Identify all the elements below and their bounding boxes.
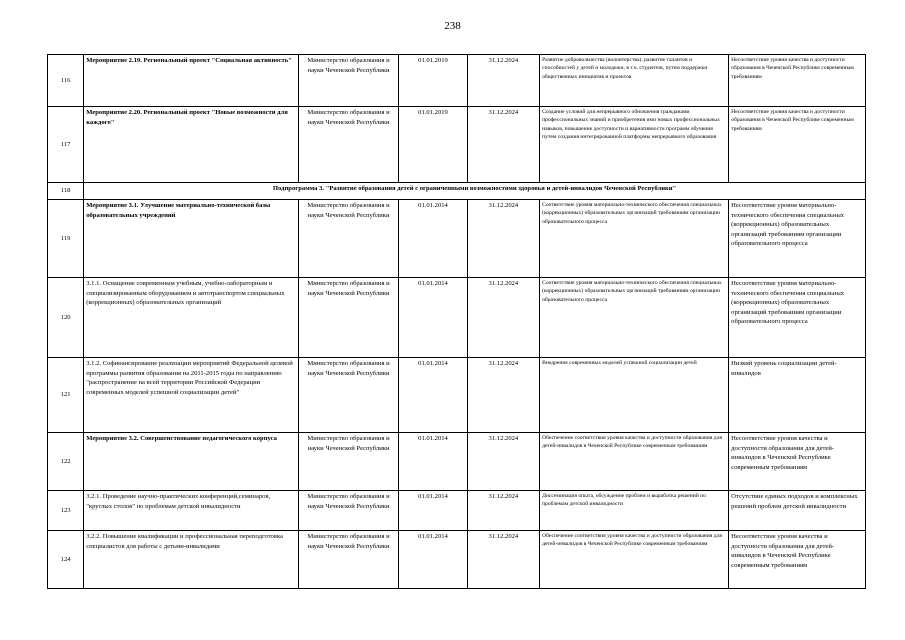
- activity-name: 3.2.1. Проведение научно-практических конференций,семинаров, "круглых столов" по проблемам детской инвалидности: [84, 491, 299, 531]
- row-number: 119: [48, 200, 84, 278]
- row-number: 123: [48, 491, 84, 531]
- consequence: Несоответствие уровня качества и доступности образования для детей-инвалидов в Чеченской Республике современным требованиям: [729, 433, 866, 491]
- consequence: Несоответствие уровня качества и доступности образования в Чеченской Республике современным требованиям: [729, 107, 866, 183]
- start-date: 01.01.2019: [399, 107, 467, 183]
- end-date: 31.12.2024: [467, 55, 539, 107]
- subprogram-row: [48, 183, 866, 200]
- end-date: 31.12.2024: [467, 531, 539, 589]
- subprogram-title: Подпрограмма 3. "Развитие образования детей с ограниченными возможностями здоровья и детей-инвалидов Чеченской Республики": [84, 183, 866, 200]
- expected-result: Соответствие уровня материально-технического обеспечения специальных (коррекционных) образовательных организаций требованиям организации образовательного процесса: [540, 200, 729, 278]
- start-date: 01.01.2014: [399, 278, 467, 358]
- expected-result: Создание условий для непрерывного обновления гражданами профессиональных знаний и приобретения ими новых профессиональных навыков, повышение доступности и вариативности программ обучения путем создания интегрированной платформы непрерывного образования: [540, 107, 729, 183]
- activity-name: Мероприятие 2.20. Региональный проект "Новые возможности для каждого": [84, 107, 299, 183]
- start-date: 01.01.2019: [399, 55, 467, 107]
- executor: Министерство образования и науки Чеченской Республики: [298, 531, 399, 589]
- end-date: 31.12.2024: [467, 358, 539, 433]
- row-number: 120: [48, 278, 84, 358]
- consequence: Несоответствие уровня качества и доступности образования для детей-инвалидов в Чеченской Республике современным требованиям: [729, 531, 866, 589]
- expected-result: Обеспечение соответствия уровня качества и доступности образования для детей-инвалидов в Чеченской Республике современным требованиям: [540, 531, 729, 589]
- end-date: 31.12.2024: [467, 107, 539, 183]
- activity-name: Мероприятие 2.19. Региональный проект "Социальная активность": [84, 55, 299, 107]
- consequence: Несоответствие уровня качества и доступности образования в Чеченской Республике современным требованиям: [729, 55, 866, 107]
- executor: Министерство образования и науки Чеченской Республики: [298, 278, 399, 358]
- row-number: 118: [48, 183, 84, 200]
- executor: Министерство образования и науки Чеченской Республики: [298, 491, 399, 531]
- end-date: 31.12.2024: [467, 433, 539, 491]
- table-row: [48, 278, 866, 358]
- table-row: [48, 55, 866, 107]
- expected-result: Развитие добровольчества (волонтерства), развитие талантов и способностей у детей и молодежи, в т.ч. студентов, путем поддержки общественных инициатив и проектов: [540, 55, 729, 107]
- end-date: 31.12.2024: [467, 200, 539, 278]
- row-number: 117: [48, 107, 84, 183]
- activity-name: 3.1.1. Оснащение современным учебным, учебно-лабораторным и специализированным оборудованием и автотранспортом специальных (коррекционных) образовательных организаций: [84, 278, 299, 358]
- table-row: [48, 491, 866, 531]
- table-row: [48, 433, 866, 491]
- activity-name: 3.2.2. Повышение квалификации и профессиональная переподготовка специалистов для работы с детьми-инвалидами: [84, 531, 299, 589]
- start-date: 01.01.2014: [399, 358, 467, 433]
- executor: Министерство образования и науки Чеченской Республики: [298, 107, 399, 183]
- expected-result: Обеспечение соответствия уровня качества и доступности образования для детей-инвалидов в Чеченской Республике современным требованиям: [540, 433, 729, 491]
- row-number: 121: [48, 358, 84, 433]
- row-number: 116: [48, 55, 84, 107]
- consequence: Несоответствие уровня материально-технического обеспечения специальных (коррекционных) образовательных организаций требованиям организации образовательного процесса: [729, 278, 866, 358]
- expected-result: Внедрение современных моделей успешной социализации детей: [540, 358, 729, 433]
- consequence: Низкий уровень социализации детей-инвалидов: [729, 358, 866, 433]
- row-number: 122: [48, 433, 84, 491]
- executor: Министерство образования и науки Чеченской Республики: [298, 358, 399, 433]
- row-number: 124: [48, 531, 84, 589]
- consequence: Отсутствие единых подходов и комплексных решений проблем детской инвалидности: [729, 491, 866, 531]
- expected-result: Диссеминация опыта, обсуждение проблем и выработка решений по проблемам детской инвалидности: [540, 491, 729, 531]
- activity-name: Мероприятие 3.2. Совершенствование педагогического корпуса: [84, 433, 299, 491]
- end-date: 31.12.2024: [467, 278, 539, 358]
- executor: Министерство образования и науки Чеченской Республики: [298, 200, 399, 278]
- start-date: 01.01.2014: [399, 200, 467, 278]
- page-number: 238: [444, 20, 461, 32]
- consequence: Несоответствие уровня материально-технического обеспечения специальных (коррекционных) образовательных организаций требованиям организации образовательного процесса: [729, 200, 866, 278]
- table-row: [48, 358, 866, 433]
- table-row: [48, 107, 866, 183]
- activity-name: 3.1.2. Софинансирование реализации мероприятий Федеральной целевой программы развития образования на 2011-2015 годы по направлению "распространение на всей территории Российской Федерации современных моделей успешной социализации детей": [84, 358, 299, 433]
- program-activities-table: [47, 54, 866, 589]
- start-date: 01.01.2014: [399, 491, 467, 531]
- executor: Министерство образования и науки Чеченской Республики: [298, 433, 399, 491]
- activity-name: Мероприятие 3.1. Улучшение материально-технической базы образовательных учреждений: [84, 200, 299, 278]
- expected-result: Соответствие уровня материально-технического обеспечения специальных (коррекционных) образовательных организаций требованиям организации образовательного процесса: [540, 278, 729, 358]
- table-row: [48, 200, 866, 278]
- table-row: [48, 531, 866, 589]
- end-date: 31.12.2024: [467, 491, 539, 531]
- start-date: 01.01.2014: [399, 433, 467, 491]
- start-date: 01.01.2014: [399, 531, 467, 589]
- executor: Министерство образования и науки Чеченской Республики: [298, 55, 399, 107]
